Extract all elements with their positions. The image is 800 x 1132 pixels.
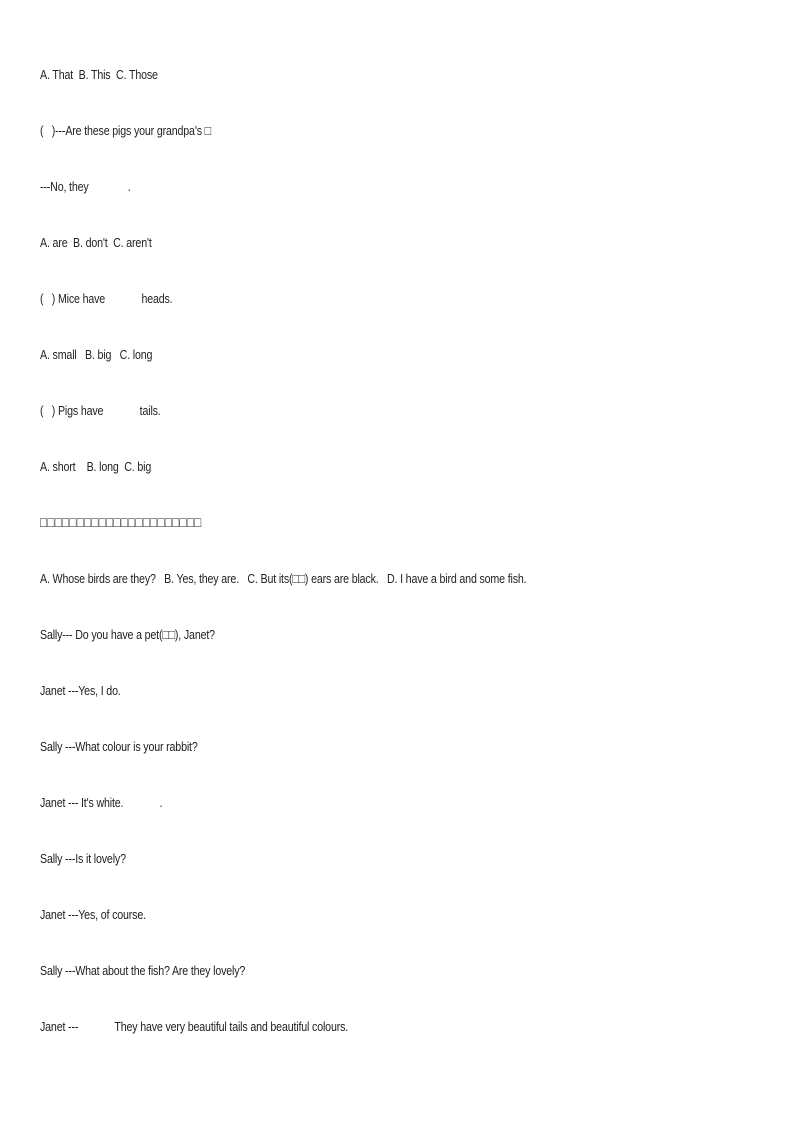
answer-options-4: A. short B. long C. big: [40, 459, 152, 474]
dialogue-line-2: Janet ---Yes, I do.: [40, 683, 121, 698]
dialogue-options: A. Whose birds are they? B. Yes, they are. C. But its(□□) ears are black. D. I have a bird and some fish.: [40, 571, 527, 586]
answer-options-1: A. That B. This C. Those: [40, 67, 158, 82]
answer-options-3: A. small B. big C. long: [40, 347, 153, 362]
dialogue-line-5: Sally ---Is it lovely?: [40, 851, 126, 866]
question-grandpa-pigs: ( )---Are these pigs your grandpa's □: [40, 123, 211, 138]
dialogue-line-3: Sally ---What colour is your rabbit?: [40, 739, 198, 754]
question-pigs-tails: ( ) Pigs have tails.: [40, 403, 161, 418]
dialogue-line-1: Sally--- Do you have a pet(□□), Janet?: [40, 627, 215, 642]
response-no-they: ---No, they .: [40, 179, 131, 194]
dialogue-line-8: Janet --- They have very beautiful tails and beautiful colours.: [40, 1019, 349, 1034]
section-heading: □□□□□□□□□□□□□□□□□□□□□□: [40, 514, 202, 530]
question-mice-heads: ( ) Mice have heads.: [40, 291, 173, 306]
answer-options-2: A. are B. don't C. aren't: [40, 235, 152, 250]
dialogue-line-7: Sally ---What about the fish? Are they lovely?: [40, 963, 246, 978]
dialogue-line-6: Janet ---Yes, of course.: [40, 907, 146, 922]
dialogue-line-4: Janet --- It's white. .: [40, 795, 163, 810]
